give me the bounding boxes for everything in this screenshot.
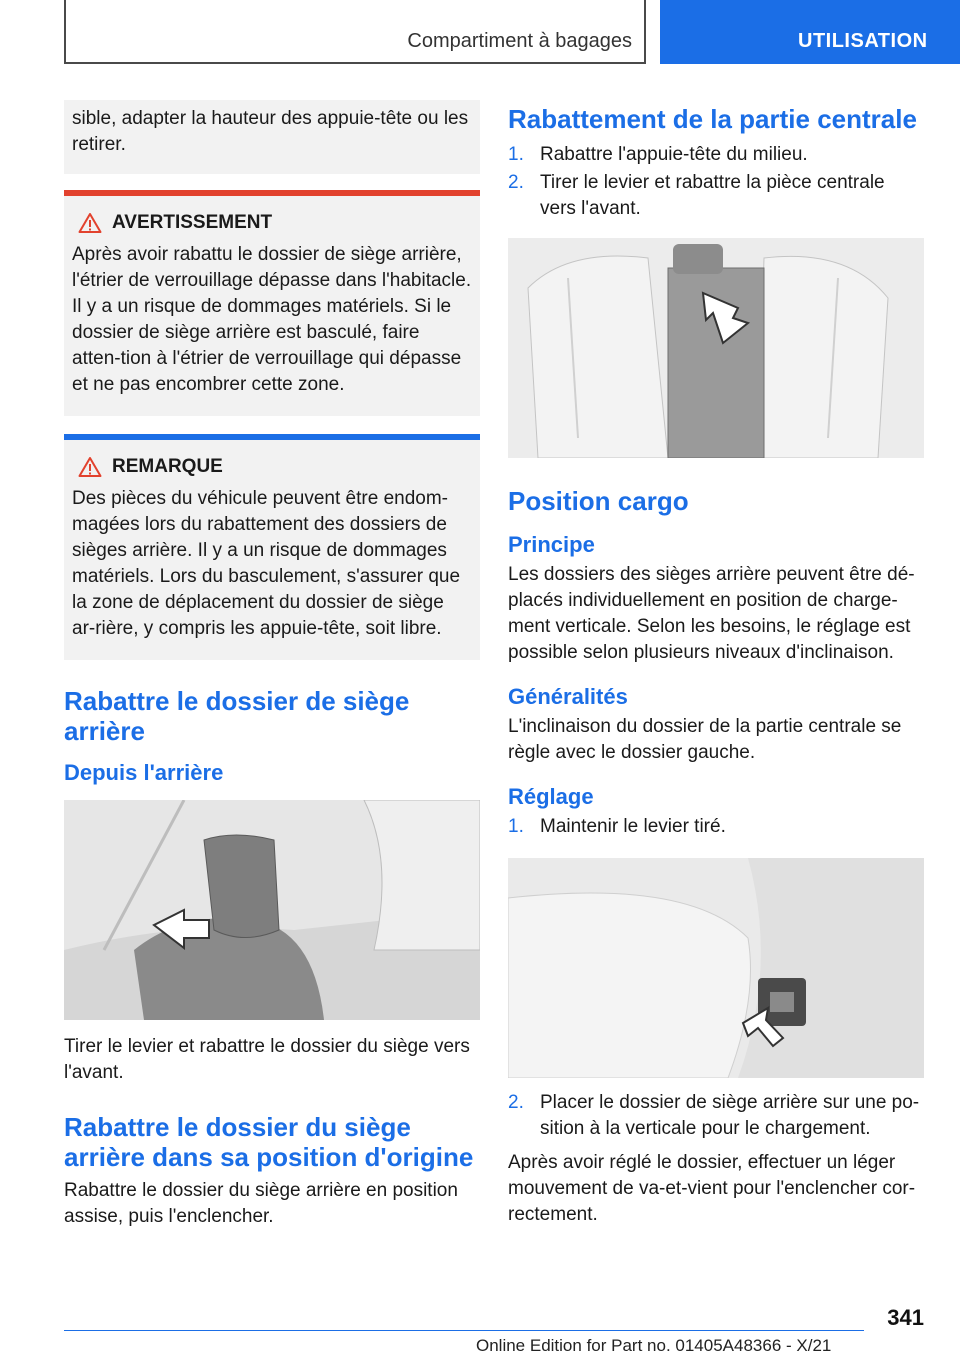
- warning-title: AVERTISSEMENT: [112, 212, 273, 233]
- footer-divider: [64, 1330, 864, 1331]
- step-number: 1.: [508, 816, 524, 837]
- list-item: [508, 1090, 924, 1142]
- adjust-step-list-1: [508, 814, 924, 840]
- note-title-row: [78, 456, 472, 478]
- warning-text: Après avoir rabattu le dossier de siège arrière, l'étrier de verrouillage dépasse dans l'habitacle. Il y a un risque de dommages matériels. Si le dossier de siège arrière est basculé, faire atten-tion à l'étrier de verrouillage qui dépasse et ne pas encombrer cette zone.: [72, 244, 472, 395]
- warning-triangle-icon: [78, 456, 102, 478]
- warning-box: [64, 190, 480, 416]
- step-number: 1.: [508, 144, 524, 165]
- note-text: Des pièces du véhicule peuvent être endom-magées lors du rabattement des dossiers de sièges arrière. Il y a un risque de dommages matériels. Lors du basculement, s'assurer que la zone de déplacement du dossier de siège ar-rière, y compris les appuie-tête, soit libre.: [72, 488, 461, 639]
- heading-center-fold: Rabattement de la partie centrale: [508, 104, 917, 134]
- figure-center-section: [508, 238, 924, 458]
- intro-text: sible, adapter la hauteur des appuie-tête ou les retirer.: [72, 108, 469, 155]
- step-number: 2.: [508, 172, 524, 193]
- heading-adjustment: Réglage: [508, 784, 594, 809]
- adjust-step-list-2: [508, 1090, 924, 1142]
- heading-restore-seatback: Rabattre le dossier du siège arrière dans sa position d'origine: [64, 1112, 474, 1172]
- center-fold-steps: [508, 142, 924, 222]
- note-box: [64, 434, 480, 660]
- note-title: REMARQUE: [112, 456, 223, 477]
- footer-edition: Online Edition for Part no. 01405A48366 - X/21: [476, 1336, 832, 1355]
- principle-text: Les dossiers des sièges arrière peuvent être dé-placés individuellement en position de charge-ment verticale. Selon les besoins, le réglage est possible selon plusieurs niveaux d'inclinaison.: [508, 564, 915, 663]
- step-text: Placer le dossier de siège arrière sur une po-sition à la verticale pour le chargement.: [540, 1092, 920, 1139]
- figure1-caption: Tirer le levier et rabattre le dossier du siège vers l'avant.: [64, 1036, 470, 1083]
- center-section-illustration: [508, 238, 924, 458]
- heading-principle: Principe: [508, 532, 595, 557]
- restore-text: Rabattre le dossier du siège arrière en position assise, puis l'enclencher.: [64, 1180, 458, 1227]
- figure-lever-detail: [508, 858, 924, 1078]
- warning-triangle-icon: [78, 212, 102, 234]
- heading-general: Généralités: [508, 684, 628, 709]
- heading-cargo-position: Position cargo: [508, 486, 689, 516]
- heading-fold-seatback: Rabattre le dossier de siège arrière: [64, 686, 410, 746]
- step-text: Tirer le levier et rabattre la pièce centrale vers l'avant.: [540, 172, 885, 219]
- left-column: [64, 100, 480, 1230]
- header-chapter-tab: [660, 0, 960, 64]
- page-number: 341: [887, 1305, 924, 1330]
- seat-lever-illustration: [64, 800, 480, 1020]
- right-column: [508, 100, 924, 1228]
- step-text: Maintenir le levier tiré.: [540, 816, 726, 837]
- lever-detail-illustration: [508, 858, 924, 1078]
- header-section-title: Compartiment à bagages: [407, 30, 632, 52]
- general-text: L'inclinaison du dossier de la partie centrale se règle avec le dossier gauche.: [508, 716, 902, 763]
- list-item: [508, 170, 924, 222]
- intro-box: [64, 100, 480, 174]
- heading-from-rear: Depuis l'arrière: [64, 760, 224, 785]
- closing-text: Après avoir réglé le dossier, effectuer un léger mouvement de va-et-vient pour l'enclencher cor-rectement.: [508, 1152, 916, 1225]
- header-chapter-title: UTILISATION: [798, 30, 928, 52]
- list-item: [508, 142, 924, 168]
- warning-title-row: [78, 212, 472, 234]
- step-text: Rabattre l'appuie-tête du milieu.: [540, 144, 808, 165]
- step-number: 2.: [508, 1092, 524, 1113]
- figure-rear-seat-lever: [64, 800, 480, 1020]
- list-item: [508, 814, 924, 840]
- header-section-box: [64, 0, 646, 64]
